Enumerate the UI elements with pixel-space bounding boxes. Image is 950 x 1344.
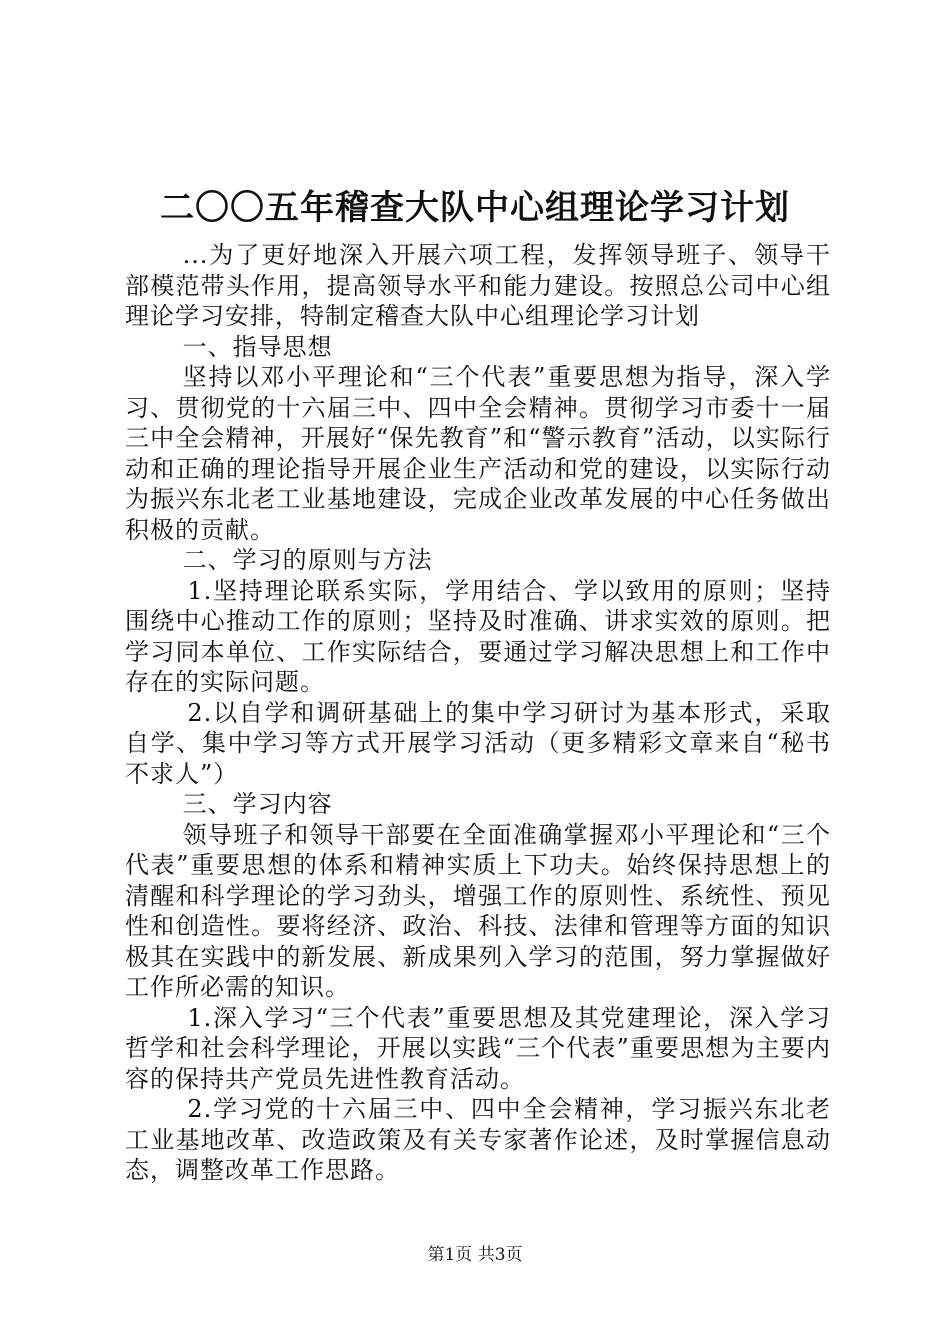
section-heading-principles-methods: 二、学习的原则与方法 xyxy=(182,546,433,574)
principles-item-1: 1.坚持理论联系实际，学用结合、学以致用的原则；坚持围绕中心推动工作的原则；坚持及时准确、讲求实效的原则。把学习同本单位、工作实际结合，要通过学习解决思想上和工作中存在的实际问题。 xyxy=(125,576,831,696)
principles-item-2: 2.以自学和调研基础上的集中学习研讨为基本形式，采取自学、集中学习等方式开展学习活动（更多精彩文章来自“秘书不求人”） xyxy=(125,698,831,788)
document-title: 二〇〇五年稽查大队中心组理论学习计划 xyxy=(160,188,790,228)
content-item-1: 1.深入学习“三个代表”重要思想及其党建理论，深入学习哲学和社会科学理论，开展以实践“三个代表”重要思想为主要内容的保持共产党员先进性教育活动。 xyxy=(125,1003,831,1093)
page-number-footer: 第1页 共3页 xyxy=(427,1245,523,1265)
content-intro-paragraph: 领导班子和领导干部要在全面准确掌握邓小平理论和“三个代表”重要思想的体系和精神实质上下功夫。始终保持思想上的清醒和科学理论的学习劲头，增强工作的原则性、系统性、预见性和创造性。要将经济、政治、科技、法律和管理等方面的知识极其在实践中的新发展、新成果列入学习的范围，努力掌握做好工作所必需的知识。 xyxy=(125,820,831,1001)
intro-paragraph: ...为了更好地深入开展六项工程，发挥领导班子、领导干部模范带头作用，提高领导水平和能力建设。按照总公司中心组理论学习安排，特制定稽查大队中心组理论学习计划 xyxy=(125,241,831,330)
document-body xyxy=(125,240,831,1186)
section-heading-guiding-thought: 一、指导思想 xyxy=(182,332,333,361)
content-item-2: 2.学习党的十六届三中、四中全会精神，学习振兴东北老工业基地改革、改造政策及有关专家著作论述，及时掌握信息动态，调整改革工作思路。 xyxy=(125,1095,831,1184)
section-heading-content: 三、学习内容 xyxy=(182,790,333,818)
guiding-thought-paragraph: 坚持以邓小平理论和“三个代表”重要思想为指导，深入学习、贯彻党的十六届三中、四中全会精神。贯彻学习市委十一届三中全会精神，开展好“保先教育”和“警示教育”活动，以实际行动和正确的理论指导开展企业生产活动和党的建设，以实际行动为振兴东北老工业基地建设，完成企业改革发展的中心任务做出积极的贡献。 xyxy=(125,363,831,544)
